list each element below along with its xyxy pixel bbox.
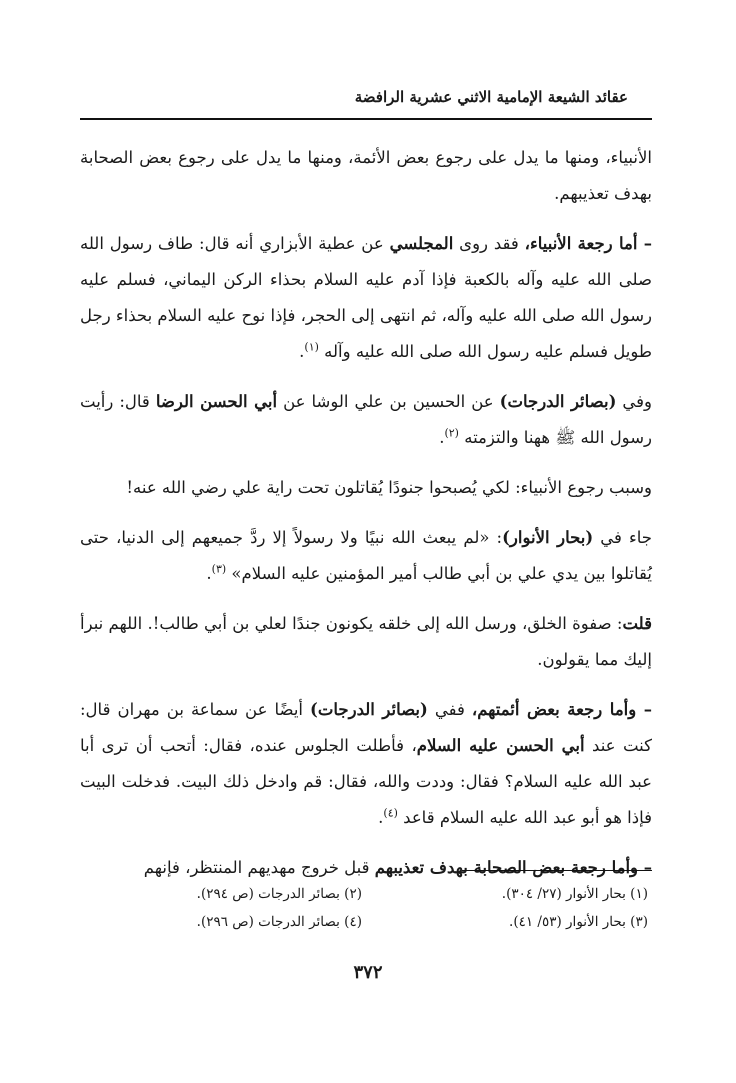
paragraph-2 (80, 226, 652, 370)
section-lead-imams: – وأما رجعة بعض أئمتهم، (471, 700, 653, 719)
name-abi-alhasan: أبي الحسن عليه السلام (416, 736, 585, 755)
header-rule (80, 118, 652, 120)
paragraph-1-text: الأنبياء، ومنها ما يدل على رجوع بعض الأئمة، ومنها ما يدل على رجوع بعض الصحابة بهدف تعذيبهم. (80, 148, 652, 203)
author-majlisi: المجلسي (389, 234, 454, 253)
paragraph-7 (80, 692, 652, 836)
footnote-ref-2[interactable]: (٢) (444, 426, 459, 440)
footnote-row-2 (80, 908, 652, 936)
paragraph-7-text-1: ففي (427, 700, 472, 719)
section-lead-prophets: – أما رجعة الأنبياء، (524, 234, 653, 253)
book-title-basair: (بصائر الدرجات) (499, 392, 617, 411)
paragraph-5-text-1: جاء في (593, 528, 652, 547)
footnote-rule (462, 870, 652, 871)
book-title-basair-2: (بصائر الدرجات) (310, 700, 428, 719)
running-header-title: عقائد الشيعة الإمامية الاثني عشرية الرافضة (354, 88, 628, 106)
qultu-label: قلت (622, 614, 652, 633)
paragraph-6 (80, 606, 652, 678)
paragraph-1 (80, 140, 652, 212)
footnote-1: (١) بحار الأنوار (٢٧/ ٣٠٤). (501, 886, 648, 902)
name-abi-alhasan-alrida: أبي الحسن الرضا (155, 392, 278, 411)
footnote-ref-4[interactable]: (٤) (383, 806, 398, 820)
book-title-bihar: (بحار الأنوار) (502, 528, 594, 547)
footnote-3: (٣) بحار الأنوار (٥٣/ ٤١). (509, 914, 648, 930)
footnote-row-1 (80, 880, 652, 908)
footnote-4: (٤) بصائر الدرجات (ص ٢٩٦). (196, 914, 362, 930)
main-text (80, 140, 652, 900)
footnotes (80, 880, 652, 936)
paragraph-3-text-1: وفي (616, 392, 653, 411)
section-lead-companions: – وأما رجعة بعض الصحابة بهدف تعذيبهم (374, 858, 652, 877)
paragraph-5 (80, 520, 652, 592)
paragraph-2-text-1: فقد روى (453, 234, 525, 253)
paragraph-5-end: . (206, 564, 212, 583)
paragraph-2-text-2: عن عطية الأبزاري أنه قال: طاف رسول الله صلى الله عليه وآله بالكعبة فإذا آدم عليه السلام بحذاء الركن اليماني، فسلم عليه رسول الله صلى الله عليه وآله، ثم انتهى إلى الحجر، فإذا نوح عليه السلام بحذاء رجل طويل فسلم عليه رسول الله صلى الله عليه وآله (80, 234, 652, 361)
paragraph-4 (80, 470, 652, 506)
page-number: ٣٧٢ (353, 962, 383, 983)
paragraph-3-text-2: عن الحسين بن علي الوشا عن (277, 392, 500, 411)
footnote-ref-1[interactable]: (١) (304, 340, 319, 354)
footnote-ref-3[interactable]: (٣) (211, 562, 227, 576)
paragraph-3-text-3: قال: رأيت رسول الله ﷺ ههنا والتزمته (80, 392, 652, 447)
paragraph-4-text: وسبب رجوع الأنبياء: لكي يُصبحوا جنودًا يُقاتلون تحت راية علي رضي الله عنه! (126, 478, 652, 497)
footnote-2: (٢) بصائر الدرجات (ص ٢٩٤). (196, 886, 362, 902)
paragraph-7-text-2: أيضًا عن سماعة بن مهران قال: كنت عند (80, 700, 652, 755)
paragraph-7-text-3: ، فأطلت الجلوس عنده، فقال: أتحب أن ترى أبا عبد الله عليه السلام؟ فقال: وددت والله، فقال: قم وادخل ذلك البيت. فدخلت البيت فإذا هو أبو عبد الله عليه السلام قاعد (80, 736, 652, 827)
paragraph-8-text: قبل خروج مهديهم المنتظر، فإنهم (143, 858, 375, 877)
paragraph-3 (80, 384, 652, 456)
paragraph-2-end: . (299, 342, 305, 361)
paragraph-5-text-2: : «لم يبعث الله نبيًا ولا رسولاً إلا ردَّ جميعهم إلى الدنيا، حتى يُقاتلوا بين يدي علي بن أبي طالب أمير المؤمنين عليه السلام» (80, 528, 652, 583)
paragraph-3-end: . (439, 428, 445, 447)
paragraph-6-text: : صفوة الخلق، ورسل الله إلى خلقه يكونون جندًا لعلي بن أبي طالب!. اللهم نبرأ إليك مما يقولون. (80, 614, 652, 669)
paragraph-7-end: . (378, 808, 384, 827)
